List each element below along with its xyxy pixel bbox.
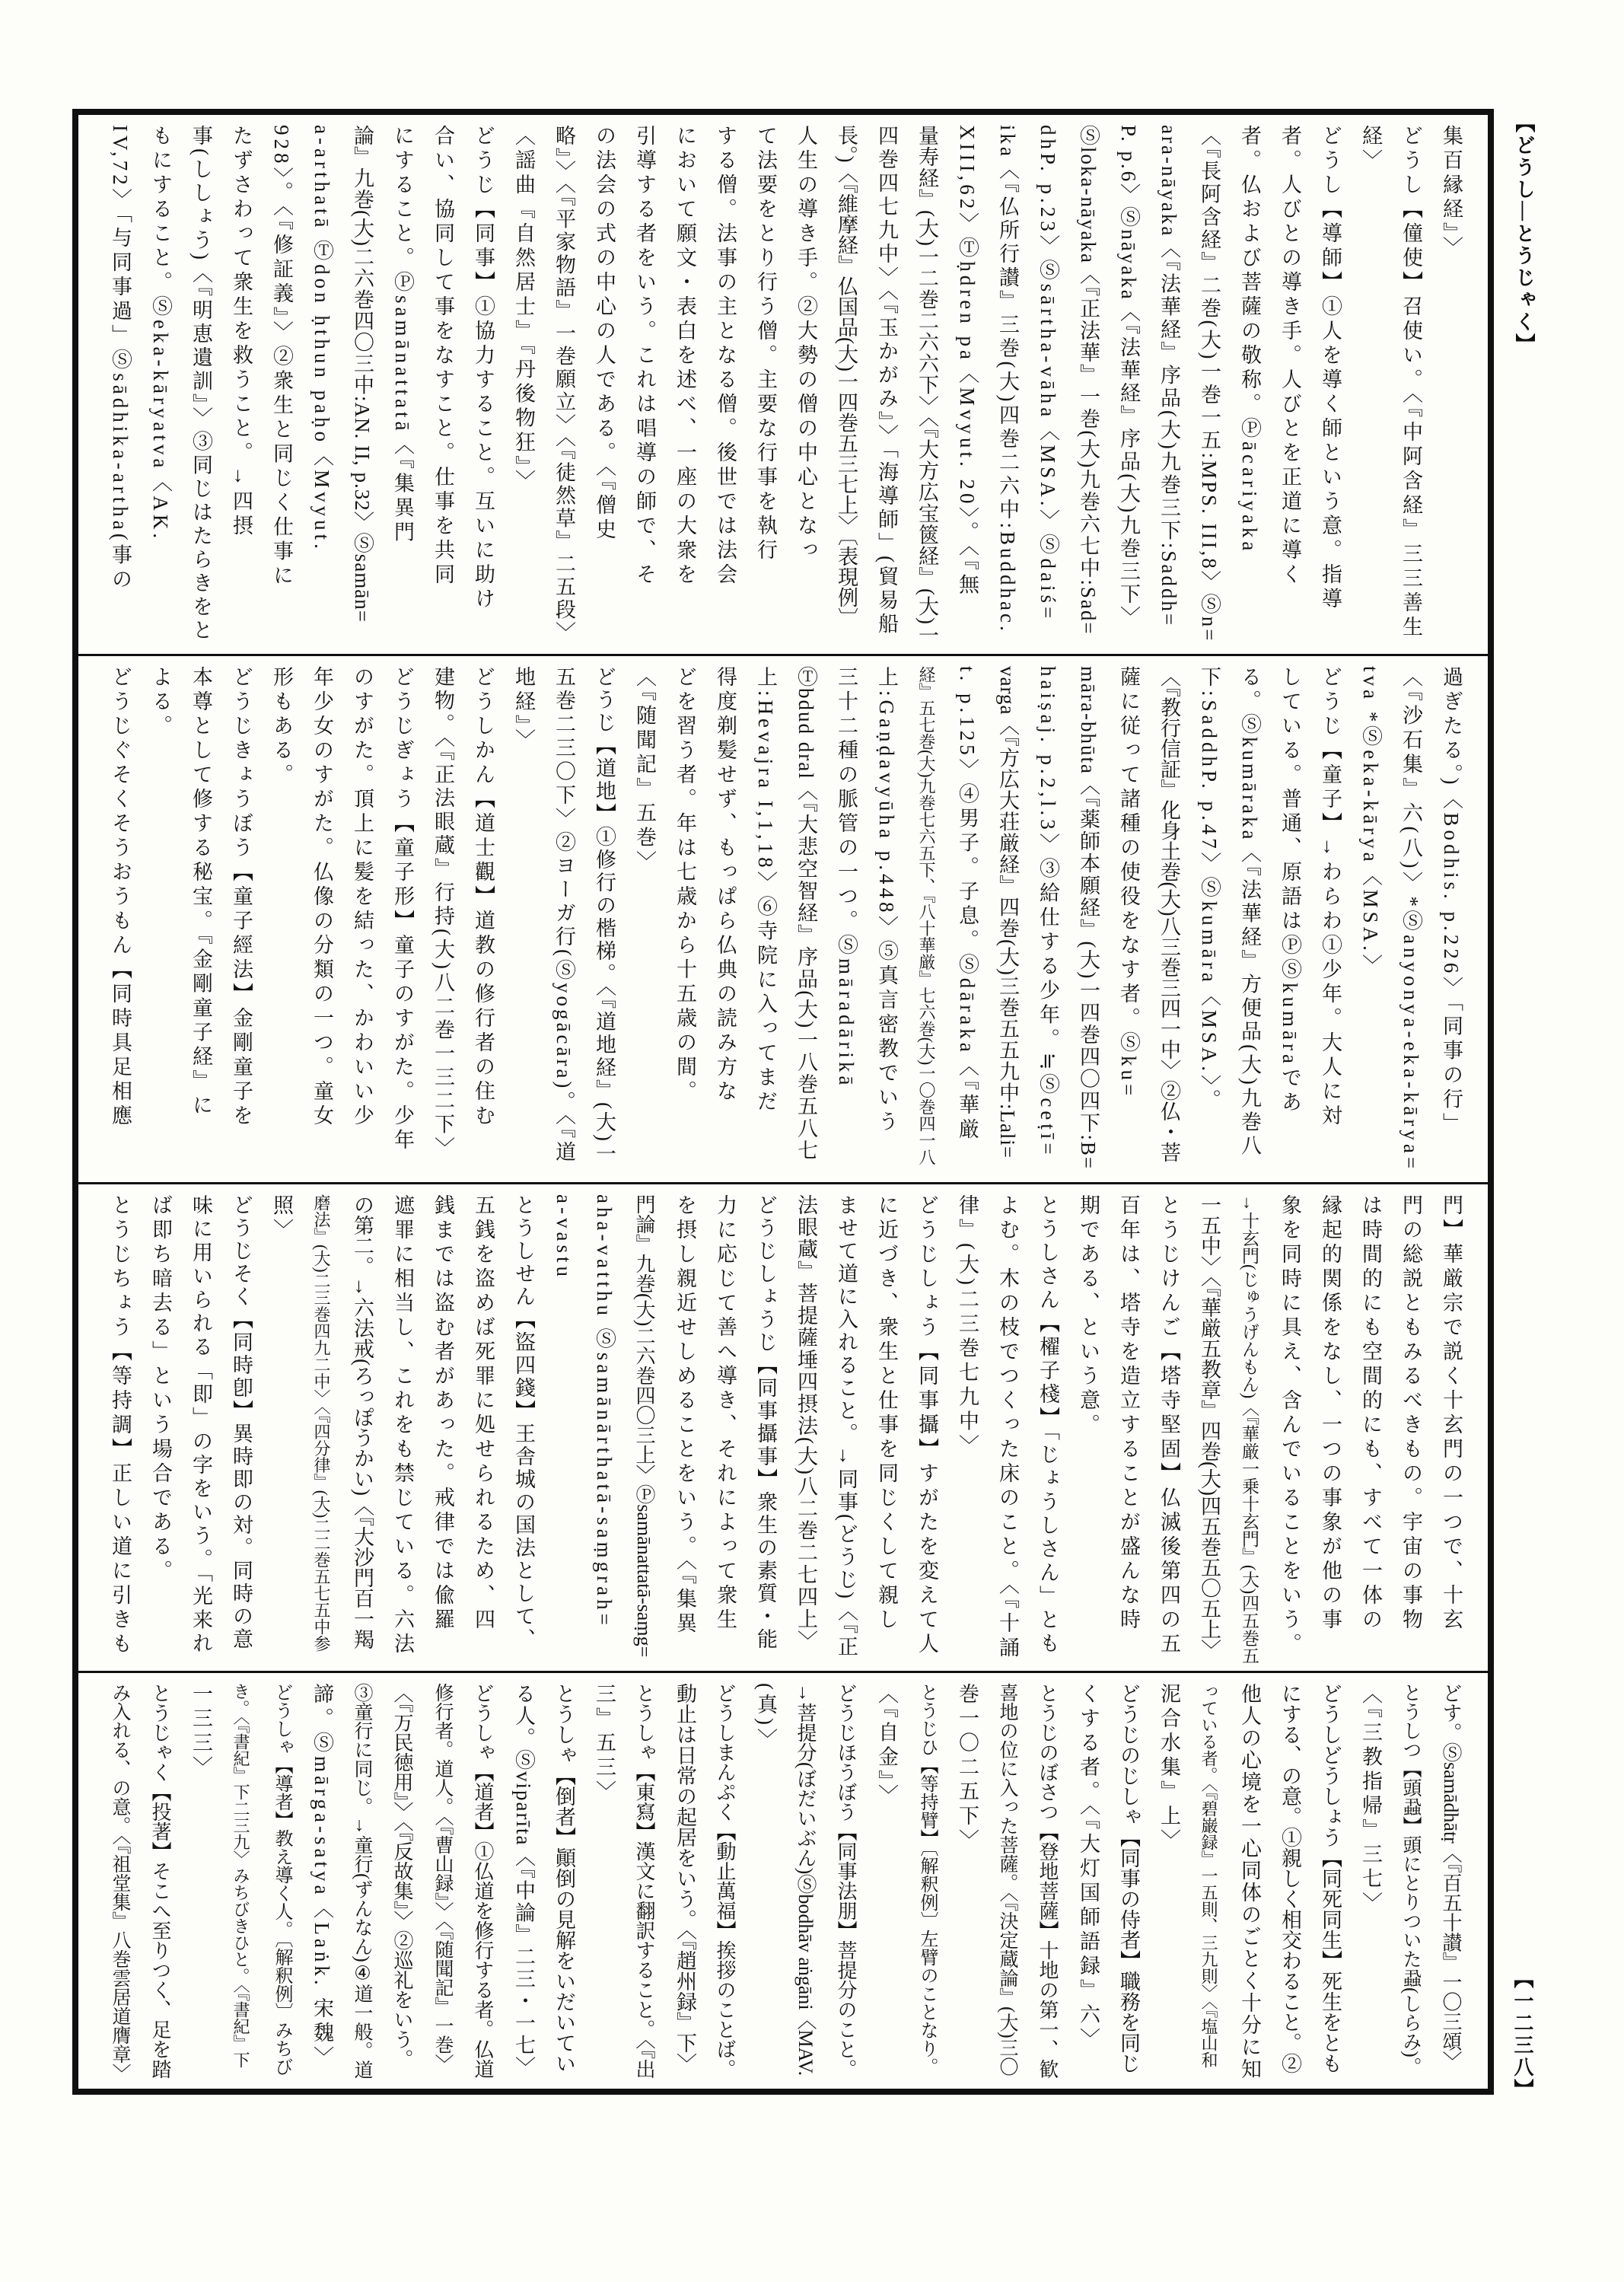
content-frame: [72, 109, 1494, 2095]
text-column: くする者。〈『大灯国師語録』六〉: [1077, 1683, 1100, 2052]
text-column: どうじ【同事】①協力すること。互いに助け: [472, 125, 495, 612]
text-column: み入れる、の意。〈『祖堂集』八巻雲居道膺章〉: [110, 1683, 130, 2083]
text-column: のすがた。頂上に髪を結った、かわいい少: [351, 666, 374, 1129]
text-column: において願文・表白を述べ、一座の大衆を: [673, 125, 696, 588]
text-column: とうじちょう【等持調】正しい道に引きも: [109, 1194, 132, 1657]
text-column: 長。)〈『維摩経』仏国品(大)一四巻五三七上〉〔表現例〕: [835, 125, 858, 629]
text-column: aha-vatthu Ⓢsamānārthatā-saṃgrah=: [593, 1194, 616, 1629]
text-column: 引導する者をいう。これは唱導の師で、そ: [633, 125, 656, 588]
text-column: 得度剃髪せず、もっぱら仏典の読み方な: [714, 666, 737, 1104]
text-column: 合い、協同して事をなすこと。仕事を共同: [431, 125, 454, 588]
text-column: とうしせん【盜四錢】王舎城の国法として、: [512, 1194, 535, 1651]
text-column: 象を同時に具え、含んでいることをいう。: [1279, 1194, 1301, 1657]
text-column: 本尊として修する秘宝。『金剛童子経』に: [189, 666, 212, 1119]
text-column: どうじぎょう【童子形】童子のすがた。少年: [391, 666, 414, 1153]
text-column: は時間的にも空間的にも、すべて一体の: [1359, 1194, 1382, 1633]
text-column: の第二。→六法戒(ろっぽうかい)〈『大沙門百一羯: [351, 1194, 374, 1650]
text-column: する僧。法事の主となる僧。後世では法会: [714, 125, 737, 588]
text-column: どうじきょうぼう【童子經法】金剛童子を: [230, 666, 253, 1129]
text-column: とうしゃ【東寫】漢文に翻訳すること。〈『出: [633, 1683, 655, 2079]
text-column: 銭までは盗む者があった。戒律では偸羅: [431, 1194, 454, 1633]
text-column: とうじのぼさつ【登地菩薩】十地の第一、歓: [1036, 1683, 1059, 2079]
text-column: 五巻二三〇下〉②ヨーガ行(Ⓢyogācāra)。〈『道: [552, 666, 575, 1165]
text-column: どうじしょう【同事攝】すがたを変えて人: [915, 1194, 938, 1657]
text-column: māra-bhūta〈『薬師本願経』(大)一四巻四〇四下:B=: [1077, 666, 1100, 1171]
text-column: を摂し親近せしめることをいう。〈『集異: [673, 1194, 696, 1637]
text-column: 〈『長阿含経』二巻(大)一巻一五:MPS. III,8〉Ⓢn=: [1198, 125, 1221, 643]
text-column: varga〈『方広大荘厳経』四巻(大)三巻五五九中:Lali=: [996, 666, 1019, 1159]
text-column: →十玄門(じゅうげんもん)〈『華厳一乗十玄門』(大)四五巻五: [1240, 1194, 1259, 1665]
text-column: 人生の導き手。②大勢の僧の中心となっ: [794, 125, 817, 563]
page-header-range: 【どうし―とうじゃく】: [1513, 113, 1535, 355]
text-column: にすること。Ⓟsamānattatā〈『集異門: [391, 125, 414, 546]
text-column: 期である、という意。: [1077, 1194, 1100, 1438]
text-column: 五銭を盗めば死罪に処せられるため、四: [472, 1194, 495, 1633]
text-column: どうじしょうじ【同事攝事】衆生の素質・能: [754, 1194, 777, 1651]
text-column: 照〉: [270, 1194, 293, 1243]
text-column: 百年は、塔寺を造立することが盛んな時: [1117, 1194, 1140, 1633]
text-column: ika〈『仏所行讃』三巻(大)四巻二六中:Buddhac.: [996, 125, 1019, 634]
text-column: 薩に従って諸種の使役をなす者。Ⓢku=: [1117, 666, 1140, 1100]
dictionary-band-1: [78, 115, 1488, 656]
text-column: 928〉。〈『修証義』〉②衆生と同じく仕事に: [270, 125, 293, 589]
text-column: て法要をとり行う僧。主要な行事を執行: [754, 125, 777, 563]
text-column: ara-nāyaka〈『法華経』序品(大)九巻三下:Saddh=: [1157, 125, 1180, 628]
text-column: 〈『万民徳用』〉〈『反故集』〉②巡礼をいう。: [391, 1683, 413, 2069]
text-column: 三』五三〉: [593, 1683, 616, 1805]
text-column: 地経』〉: [512, 666, 535, 754]
text-column: 泥合水集』上〉: [1157, 1683, 1180, 1853]
text-column: 四巻四七九中〉〈『玉かがみ』〉「海導師」(貿易船: [875, 125, 898, 636]
text-column: (真)〉: [754, 1683, 777, 1753]
dictionary-band-2: [78, 656, 1488, 1184]
text-column: 集百縁経』〉: [1440, 125, 1463, 261]
text-column: どす。Ⓢsamādhātṛ〈『百五十讃』一〇三頌〉: [1440, 1683, 1462, 2071]
text-column: よる。: [149, 666, 172, 739]
text-column: 者。人びとの導き手。人びとを正道に導く: [1279, 125, 1301, 588]
text-column: どうしまんぷく【動止萬福】挨拶のことば。: [714, 1683, 736, 2079]
text-column: き。〈『書紀』下二三九〉みちびきひと。〈『書紀』下: [231, 1683, 250, 2068]
text-column: る。Ⓢkumāraka〈『法華経』方便品(大)九巻八: [1238, 666, 1261, 1159]
text-column: どを習う者。年は七歳から十五歳の間。: [673, 666, 696, 1104]
text-column: たずさわって衆生を救うこと。→四摂: [230, 125, 253, 539]
text-column: 建物。〈『正法眼蔵』行持(大)八二巻一三二下〉: [431, 666, 454, 1161]
text-column: 〈『沙石集』六(八)〉*Ⓢanyonya-eka-kārya=: [1400, 666, 1422, 1173]
text-column: 〈謡曲『自然居士』『丹後物狂』〉: [512, 125, 535, 494]
text-column: 〈『自金』〉: [875, 1683, 898, 1809]
text-column: どうし【僮使】召使い。〈『中阿含経』三三善生: [1400, 125, 1422, 640]
text-column: 法眼蔵』菩提薩埵四摂法(大)八二巻二七四上〉: [794, 1194, 817, 1653]
text-column: 他人の心境を一心同体のごとく十分に知: [1238, 1683, 1261, 2080]
text-column: に近づき、衆生と仕事を同じくして親し: [875, 1194, 898, 1633]
text-column: 三十二種の脈管の一つ。Ⓢmāradārikā: [835, 666, 858, 1089]
text-column: 者。仏および菩薩の敬称。Ⓟācariyaka: [1238, 125, 1261, 555]
dictionary-band-4: [78, 1673, 1488, 2089]
text-column: 縁起的関係をなし、一つの事象が他の事: [1319, 1194, 1342, 1633]
text-column: 一三三〉: [189, 1683, 212, 1780]
text-column: 〈『教行信証』化身土巻(大)八三巻三四一中〉②仏・菩: [1157, 666, 1180, 1163]
text-column: どうじぐそくそうおうもん【同時具足相應: [109, 666, 132, 1129]
text-column: もにすること。Ⓢeka-kāryatva〈AK.: [149, 125, 172, 543]
text-column: 上:Gaṇḍavyūha p.448〉⑤真言密教でいう: [875, 666, 898, 1136]
text-column: どうし【導師】①人を導く師という意。指導: [1319, 125, 1342, 612]
text-column: 〈『三教指帰』三七〉: [1359, 1683, 1382, 1917]
text-column: 略』〉〈『平家物語』一巻願立〉〈『徒然草』二五段〉: [552, 125, 575, 645]
text-column: っている者。〈『碧巌録』一五則、三九則〉〈『塩山和: [1199, 1683, 1218, 2068]
text-column: どうじそく【同時卽】異時即の対。同時の意: [230, 1194, 253, 1651]
text-column: どうじ【童子】→わらわ①少年。大人に対: [1319, 666, 1342, 1129]
text-column: どうじのじしゃ【同事の侍者】職務を同じ: [1117, 1683, 1140, 2073]
text-column: どうじ【道地】①修行の楷梯。〈『道地経』(大)一: [593, 666, 616, 1166]
text-column: 力に応じて善へ導き、それによって衆生: [714, 1194, 737, 1633]
text-column: XIII,62〉Ⓣḥdren pa〈Mvyut. 20〉。〈『無: [956, 125, 979, 598]
text-column: IV,72〉「与同事過」Ⓢsādhika-artha(事の: [109, 125, 132, 593]
text-column: Ⓣbdud dral〈『大悲空智経』序品(大)一八巻五八七: [794, 666, 817, 1162]
text-column: どうしどうしょう【同死同生】死生をとも: [1319, 1683, 1342, 2073]
text-column: ませて道に入れること。→同事(どうじ)〈『正: [835, 1194, 858, 1659]
text-column: Ⓢloka-nāyaka〈『正法華』一巻(大)九巻六七中:Sad=: [1077, 125, 1100, 636]
text-column: tva *Ⓢeka-kārya〈MSA.〉: [1359, 666, 1382, 979]
text-column: 年少女のすがた。仏像の分類の一つ。童女: [310, 666, 333, 1129]
text-column: a-arthatā Ⓣdon ḥthun paḥo〈Mvyut.: [310, 125, 333, 553]
text-column: 遮罪に相当し、これをも禁じている。六法: [391, 1194, 414, 1657]
text-column: 経』五七巻(大)九巻七六五下、『八十華厳』七六巻(大)一〇巻四一八: [917, 666, 936, 1166]
text-column: 経〉: [1359, 125, 1382, 174]
text-column: している。普通、原語はⓅⓈkumāraであ: [1279, 666, 1301, 1116]
text-column: 門論』九巻(大)二六巻四〇三上〉Ⓟsamānattatā-saṃg=: [633, 1194, 655, 1658]
text-column: とうじひ【等持臂】〔解釈例〕左臂のことなり。: [917, 1683, 937, 2076]
text-column: 磨法』(大)二三巻四九二中〉〈『四分律』(大)二二巻五七五中参: [312, 1194, 331, 1653]
text-column: ③童行に同じ。→童行(ずんなん)④道一般。道: [352, 1683, 372, 2080]
text-column: とうじけんご【塔寺堅固】仏滅後第四の五: [1157, 1194, 1180, 1657]
text-column: a-vastu: [552, 1194, 575, 1280]
text-column: 事(ししょう)〈『明恵遺訓』〉③同じはたらきをと: [189, 125, 212, 643]
text-column: 諦。Ⓢmārga-satya〈Laṅk. 宋魏〉: [310, 1683, 333, 2071]
text-column: どうしかん【道士觀】道教の修行者の住む: [472, 666, 495, 1129]
text-column: どうじほうぼう【同事法朋】菩提分のこと。: [835, 1683, 857, 2079]
text-column: よむ。木の枝でつくった床のこと。〈『十誦: [996, 1194, 1019, 1661]
text-column: 動止は日常の起居をいう。〈『趙州録』下〉: [673, 1683, 696, 2073]
text-column: とうじゃく【投著】そこへ至りつく、足を踏: [149, 1683, 171, 2079]
text-column: 形もある。: [270, 666, 293, 788]
text-column: 量寿経』(大)一二巻二六六下〉〈『大方広宝篋経』(大)一: [915, 125, 938, 646]
text-column: dhP. p.23〉Ⓢsārtha-vāha〈MSA.〉Ⓢdaiś=: [1036, 125, 1059, 623]
text-column: 〈『随聞記』五巻〉: [633, 666, 656, 875]
text-column: とうしつ【頭蝨】頭にとりついた蝨(しらみ)。: [1400, 1683, 1421, 2076]
text-column: とうしさん【櫂子棧】「じょうしさん」とも: [1036, 1194, 1059, 1656]
dictionary-band-3: [78, 1184, 1488, 1673]
text-column: →菩提分(ぼだいぶん)Ⓢbodhāv aṅgāni〈MAV.: [794, 1683, 817, 2076]
text-column: 味に用いられる「即」の字をいう。「光来れ: [189, 1194, 212, 1656]
text-column: ば即ち暗去る」という場合である。: [149, 1194, 172, 1584]
text-column: 巻一〇二五下〉: [956, 1683, 979, 1853]
text-column: haiṣaj. p.2,l.3〉③給仕する少年。≒Ⓢceṭī=: [1036, 666, 1059, 1159]
text-column: とうしゃ【倒者】顚倒の見解をいだいてい: [552, 1683, 575, 2073]
text-column: 律』(大)二三巻七九中〉: [956, 1194, 979, 1459]
text-column: 過ぎたる。)〈Bodhis. p.226〉「同事の行」: [1440, 666, 1463, 1137]
text-column: 喜地の位に入った菩薩。〈『決定蔵論』(大)三〇: [997, 1683, 1017, 2076]
text-column: 一五中〉〈『華厳五教章』四巻(大)四五巻五〇五上〉: [1198, 1194, 1221, 1660]
text-column: 下:SaddhP. p.47〉Ⓢkumāra〈MSA.〉。: [1198, 666, 1221, 1114]
page-number: 【一二三八】: [1511, 1968, 1533, 2101]
text-column: どうしゃ【道者】①仏道を修行する者。仏道: [472, 1683, 494, 2079]
text-column: どうしゃ【導者】教え導く人。〔解釈例〕みちび: [272, 1683, 291, 2076]
text-column: 門】華厳宗で説く十玄門の一つで、十玄: [1440, 1194, 1463, 1633]
text-column: t. p.125〉④男子。子息。Ⓢdāraka〈『華厳: [956, 666, 979, 1143]
text-column: る人。Ⓢviparīta〈『中論』二三・一七〉: [512, 1683, 535, 2079]
text-column: 上:Hevajra I,1,18〉⑥寺院に入ってまだ: [754, 666, 777, 1115]
text-column: 門の総説ともみるべきもの。宇宙の事物: [1400, 1194, 1422, 1633]
text-column: 修行者。道人。〈『曹山録』〉〈『随聞記』一巻〉: [432, 1683, 453, 2073]
text-column: 論』九巻(大)二六巻四〇三中:AN. II, p.32〉Ⓢsamān=: [351, 125, 374, 623]
text-column: の法会の式の中心の人である。〈『僧史: [593, 125, 616, 543]
text-column: P. p.6〉Ⓢnāyaka〈『法華経』序品(大)九巻三下〉: [1117, 125, 1140, 629]
text-column: にする、の意。①親しく相交わること。②: [1279, 1683, 1301, 2073]
